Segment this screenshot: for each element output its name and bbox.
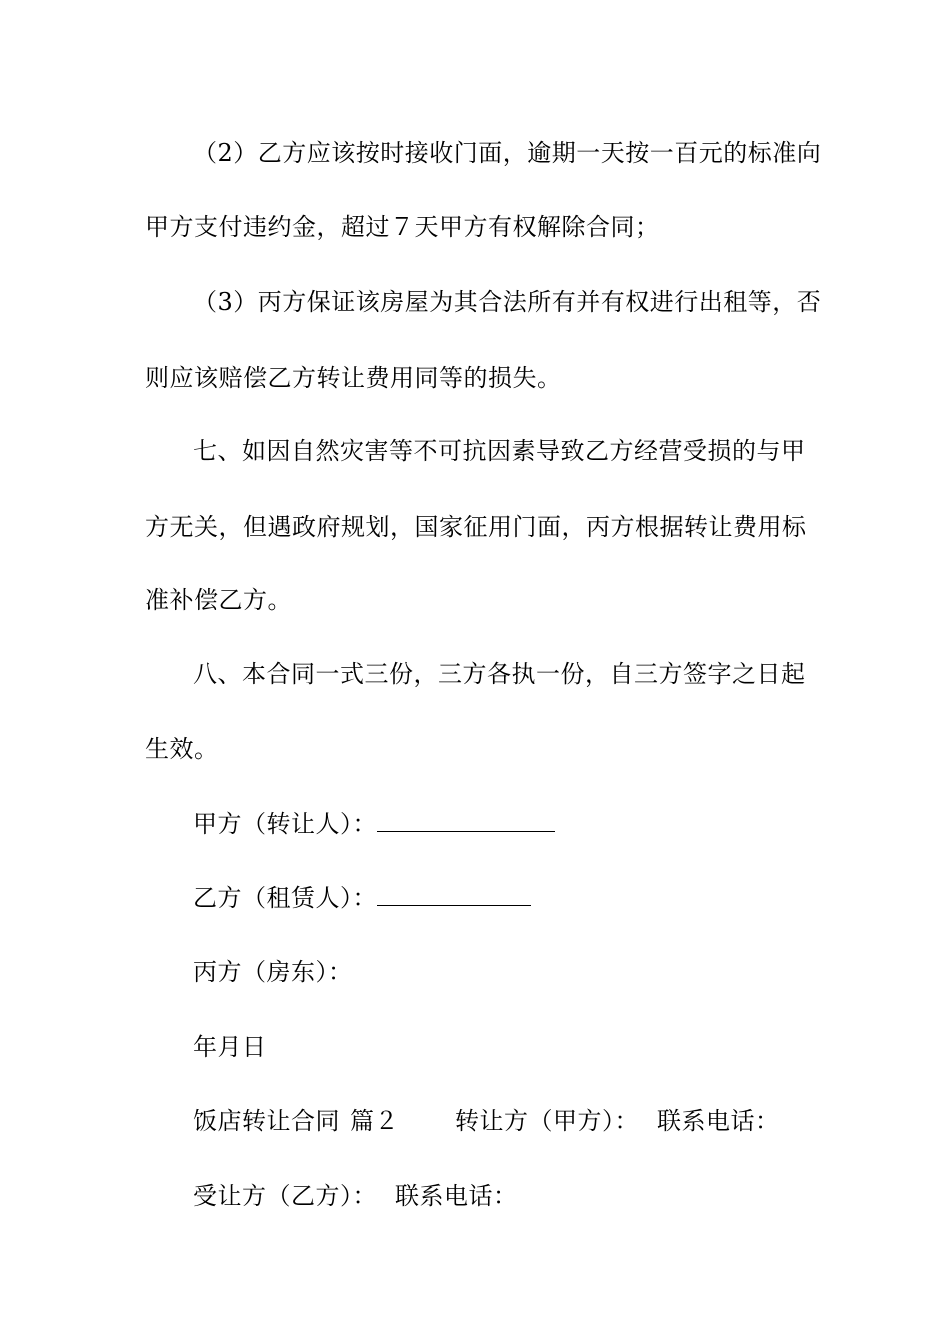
party-a-signature (193, 808, 555, 840)
clause-6-2-line-1: （2）乙方应该按时接收门面，逾期一天按一百元的标准向 (193, 139, 822, 167)
signing-date-label: 年月日 (193, 1033, 267, 1061)
clause-8-line-1: 八、本合同一式三份，三方各执一份，自三方签字之日起 (193, 660, 806, 688)
party-a-label: 甲方（转让人）： (193, 810, 377, 838)
clause-8-line-2: 生效。 (145, 735, 219, 763)
party-c-signature-label: 丙方（房东）： (193, 958, 353, 986)
next-contract-title: 饭店转让合同 (193, 1107, 340, 1135)
next-contract-part: 篇２ (350, 1107, 399, 1135)
party-b-signature (193, 882, 531, 914)
transferee-label: 受让方（乙方）： (193, 1182, 377, 1210)
clause-7-line-3: 准补偿乙方。 (145, 586, 292, 614)
transferor-label: 转让方（甲方）： (455, 1107, 639, 1135)
next-contract-heading (193, 1105, 780, 1137)
party-b-signature-blank (377, 883, 531, 906)
transferee-phone-label: 联系电话： (395, 1182, 518, 1210)
party-a-signature-blank (377, 809, 555, 832)
clause-6-3-line-2: 则应该赔偿乙方转让费用同等的损失。 (145, 364, 562, 392)
party-b-label: 乙方（租赁人）： (193, 884, 377, 912)
transferee-line (193, 1180, 518, 1212)
transferor-phone-label: 联系电话： (657, 1107, 780, 1135)
clause-7-line-1: 七、如因自然灾害等不可抗因素导致乙方经营受损的与甲 (193, 437, 806, 465)
clause-7-line-2: 方无关，但遇政府规划，国家征用门面，丙方根据转让费用标 (145, 513, 807, 541)
clause-6-2-line-2: 甲方支付违约金，超过７天甲方有权解除合同； (145, 213, 660, 241)
clause-6-3-line-1: （3）丙方保证该房屋为其合法所有并有权进行出租等，否 (193, 288, 822, 316)
